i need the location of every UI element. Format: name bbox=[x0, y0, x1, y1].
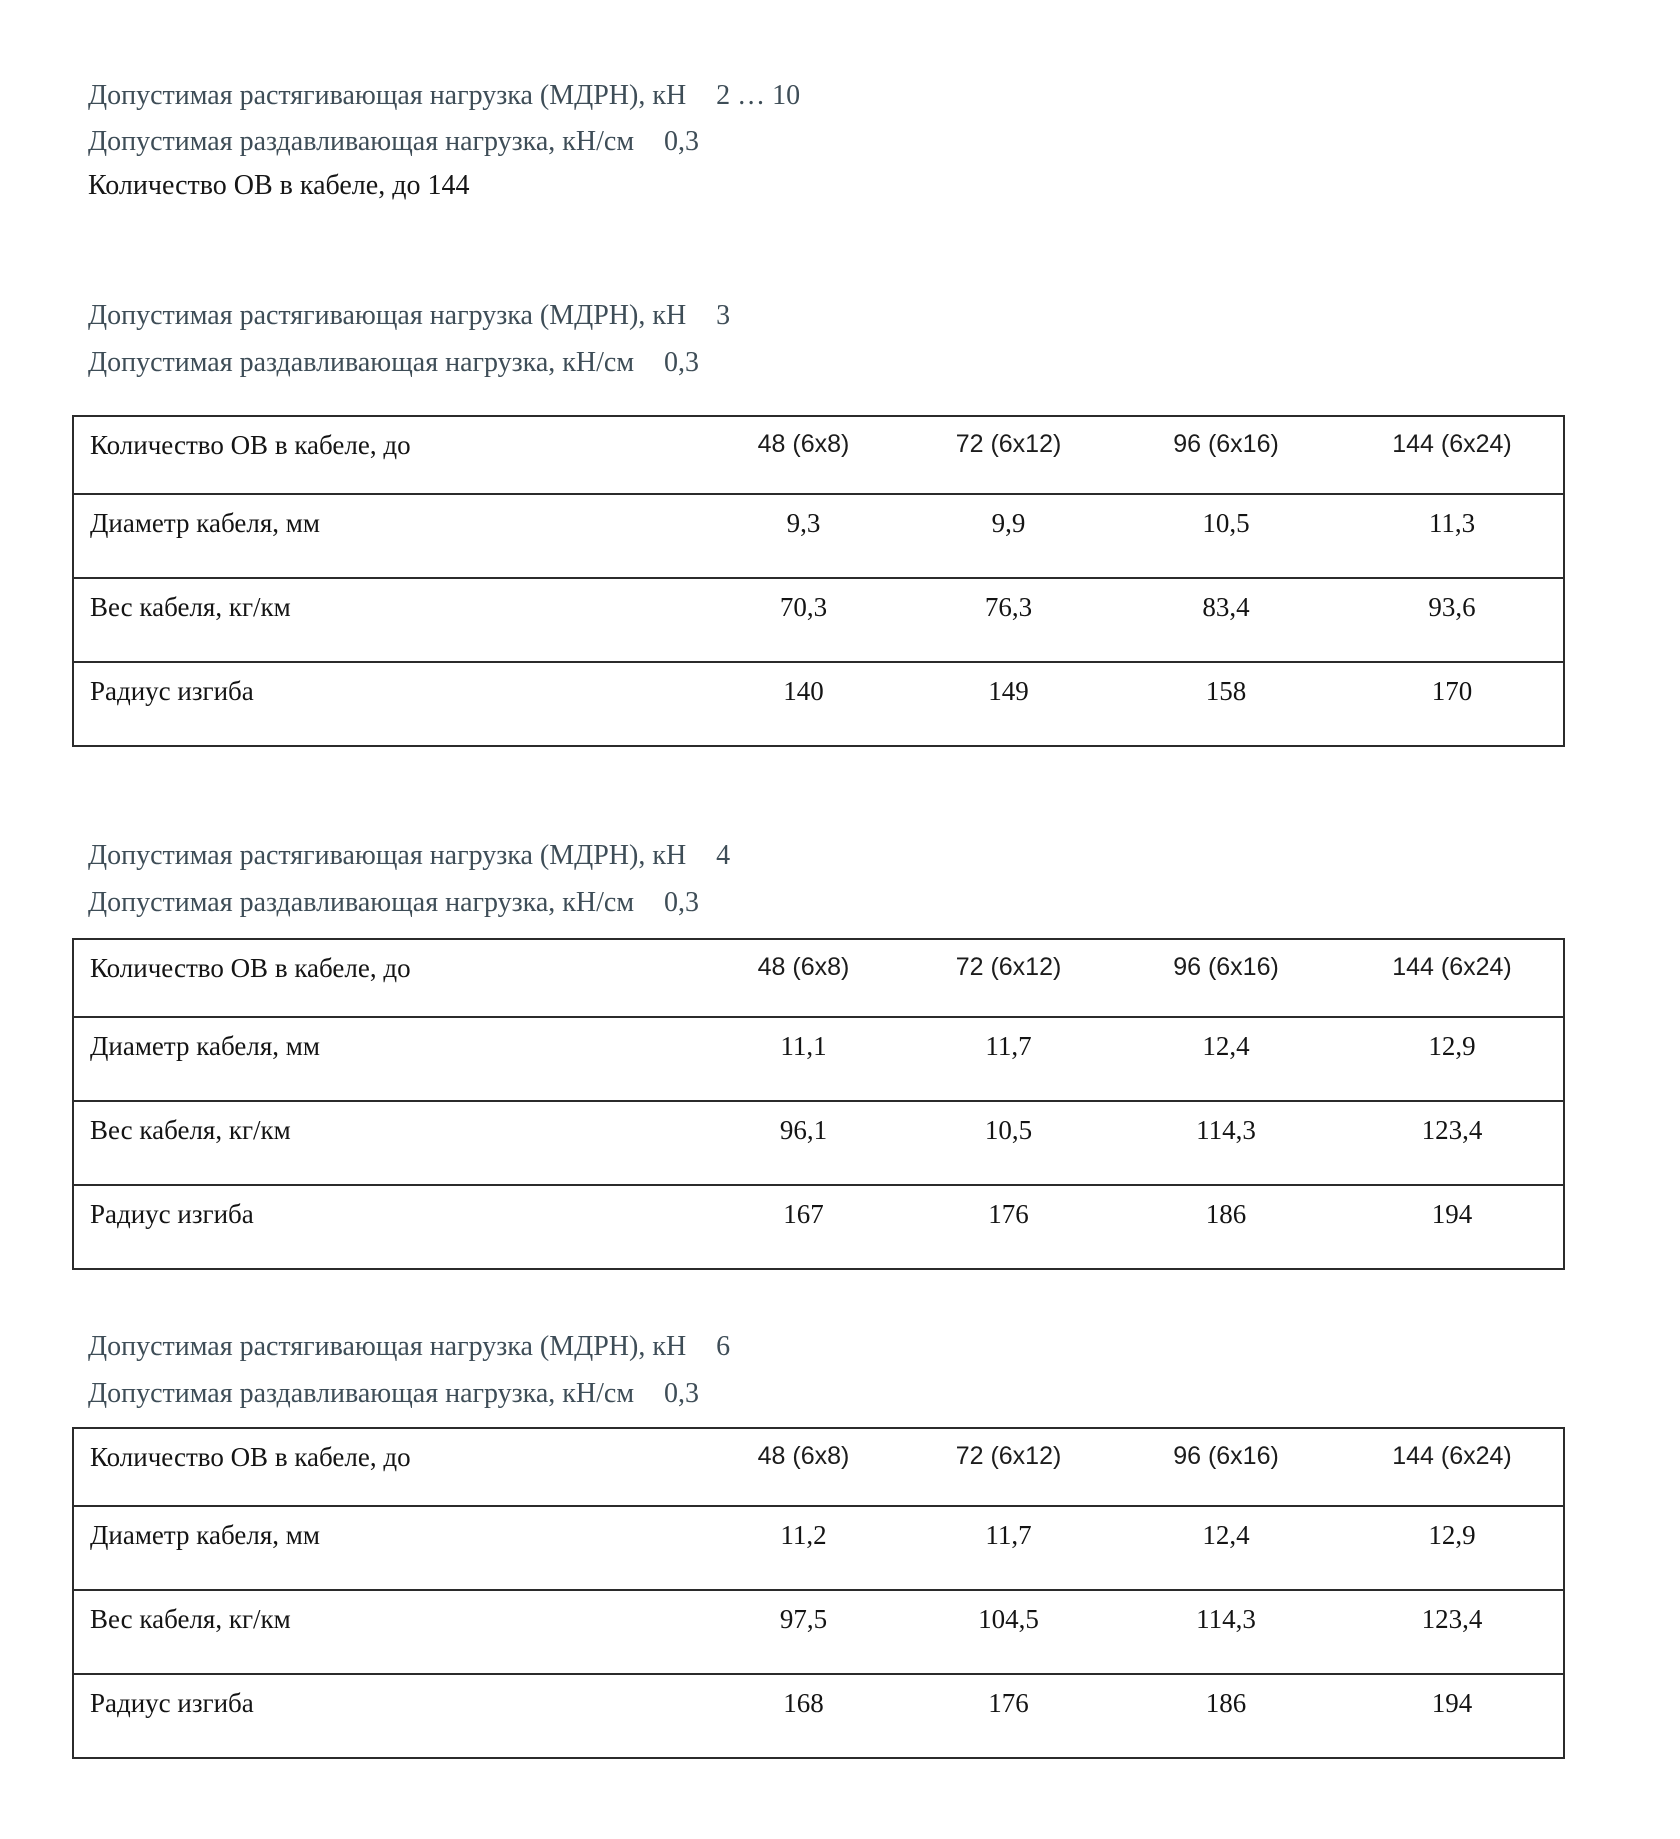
table-row bbox=[73, 1428, 1564, 1506]
table-cell: 96,1 bbox=[779, 1115, 828, 1145]
table-cell: 12,9 bbox=[1428, 1520, 1476, 1550]
table1-col-header: 72 (6x12) bbox=[955, 430, 1062, 458]
table-cell: 149 bbox=[988, 676, 1029, 706]
table-cell: 194 bbox=[1431, 1199, 1473, 1229]
table-row bbox=[73, 1017, 1564, 1101]
spec-table-1 bbox=[72, 415, 1565, 747]
table2-row-label: Радиус изгиба bbox=[90, 1199, 254, 1229]
intro-tensile-load-label: Допустимая растягивающая нагрузка (МДРН), кН bbox=[88, 80, 687, 111]
intro-crush-load-line bbox=[88, 126, 699, 158]
section1-crush-load-value: 0,3 bbox=[664, 347, 700, 378]
table3-col-header: 144 (6x24) bbox=[1392, 1442, 1512, 1470]
table-row bbox=[73, 1674, 1564, 1758]
table-cell: 186 bbox=[1205, 1199, 1247, 1229]
section2-tensile-load-value: 4 bbox=[716, 840, 731, 871]
intro-tensile-load-line bbox=[88, 80, 800, 112]
table1-col-header: 144 (6x24) bbox=[1392, 430, 1512, 458]
table-cell: 10,5 bbox=[984, 1115, 1033, 1145]
table-cell: 93,6 bbox=[1428, 592, 1476, 622]
table-cell: 123,4 bbox=[1421, 1115, 1483, 1145]
table1-row-label: Вес кабеля, кг/км bbox=[90, 592, 291, 622]
table-cell: 140 bbox=[783, 676, 824, 706]
table-cell: 176 bbox=[988, 1688, 1029, 1718]
table-cell: 186 bbox=[1205, 1688, 1247, 1718]
intro-crush-load-label: Допустимая раздавливающая нагрузка, кН/см bbox=[88, 126, 635, 157]
table-cell: 167 bbox=[783, 1199, 824, 1229]
table2-col-header: 48 (6x8) bbox=[757, 953, 850, 981]
table2-col-header: 96 (6x16) bbox=[1173, 953, 1279, 981]
table-row bbox=[73, 939, 1564, 1017]
section3-tensile-load-value: 6 bbox=[716, 1331, 731, 1362]
table-cell: 11,3 bbox=[1428, 508, 1476, 538]
intro-tensile-load-value: 2 … 10 bbox=[716, 80, 801, 111]
table2-col-header: 72 (6x12) bbox=[955, 953, 1062, 981]
section3-tensile-load-label: Допустимая растягивающая нагрузка (МДРН), кН bbox=[88, 1331, 687, 1362]
table-row bbox=[73, 578, 1564, 662]
table3-header-label: Количество ОВ в кабеле, до bbox=[90, 1442, 411, 1472]
table1-col-header: 48 (6x8) bbox=[757, 430, 850, 458]
table3-col-header: 96 (6x16) bbox=[1173, 1442, 1279, 1470]
table-cell: 97,5 bbox=[779, 1604, 828, 1634]
table2-row-label: Вес кабеля, кг/км bbox=[90, 1115, 291, 1145]
section2-tensile-load-label: Допустимая растягивающая нагрузка (МДРН), кН bbox=[88, 840, 687, 871]
intro-crush-load-value: 0,3 bbox=[664, 126, 700, 157]
section1-crush-load-label: Допустимая раздавливающая нагрузка, кН/см bbox=[88, 347, 635, 378]
table2-row-label: Диаметр кабеля, мм bbox=[90, 1031, 320, 1061]
section3-crush-load-label: Допустимая раздавливающая нагрузка, кН/см bbox=[88, 1378, 635, 1409]
table-cell: 12,4 bbox=[1202, 1520, 1250, 1550]
section1-tensile-load-label: Допустимая растягивающая нагрузка (МДРН), кН bbox=[88, 300, 687, 331]
section3-crush-load-value: 0,3 bbox=[664, 1378, 700, 1409]
table-row bbox=[73, 494, 1564, 578]
table3-row-label: Радиус изгиба bbox=[90, 1688, 254, 1718]
table2-col-header: 144 (6x24) bbox=[1392, 953, 1512, 981]
section3-crush-load-line bbox=[88, 1378, 699, 1410]
table1-row-label: Диаметр кабеля, мм bbox=[90, 508, 320, 538]
table-cell: 123,4 bbox=[1421, 1604, 1483, 1634]
table-cell: 114,3 bbox=[1196, 1604, 1256, 1634]
table-cell: 11,2 bbox=[780, 1520, 827, 1550]
spec-table-2 bbox=[72, 938, 1565, 1270]
intro-fiber-count-line: Количество ОВ в кабеле, до 144 bbox=[88, 170, 470, 201]
table-cell: 114,3 bbox=[1196, 1115, 1256, 1145]
section2-crush-load-label: Допустимая раздавливающая нагрузка, кН/см bbox=[88, 887, 635, 918]
table-row bbox=[73, 1185, 1564, 1269]
table-cell: 104,5 bbox=[978, 1604, 1039, 1634]
table-cell: 11,7 bbox=[985, 1520, 1032, 1550]
table-cell: 176 bbox=[988, 1199, 1029, 1229]
table-cell: 11,1 bbox=[780, 1031, 827, 1061]
section1-tensile-load-value: 3 bbox=[716, 300, 731, 331]
section3-tensile-load-line bbox=[88, 1331, 730, 1363]
section2-crush-load-value: 0,3 bbox=[664, 887, 700, 918]
table-cell: 170 bbox=[1431, 676, 1473, 706]
table1-col-header: 96 (6x16) bbox=[1173, 430, 1279, 458]
spec-table-3 bbox=[72, 1427, 1565, 1759]
table3-col-header: 48 (6x8) bbox=[757, 1442, 850, 1470]
table1-header-label: Количество ОВ в кабеле, до bbox=[90, 430, 411, 460]
table-cell: 83,4 bbox=[1202, 592, 1250, 622]
table-row bbox=[73, 1101, 1564, 1185]
table-row bbox=[73, 662, 1564, 746]
table1-row-label: Радиус изгиба bbox=[90, 676, 254, 706]
section2-crush-load-line bbox=[88, 887, 699, 919]
section1-crush-load-line bbox=[88, 347, 699, 379]
table-cell: 12,9 bbox=[1428, 1031, 1476, 1061]
section2-tensile-load-line bbox=[88, 840, 730, 872]
table-cell: 70,3 bbox=[779, 592, 828, 622]
table-cell: 9,9 bbox=[991, 508, 1026, 538]
table3-col-header: 72 (6x12) bbox=[955, 1442, 1062, 1470]
table3-row-label: Диаметр кабеля, мм bbox=[90, 1520, 320, 1550]
table-cell: 12,4 bbox=[1202, 1031, 1250, 1061]
table-cell: 158 bbox=[1205, 676, 1247, 706]
table-row bbox=[73, 416, 1564, 494]
table-row bbox=[73, 1590, 1564, 1674]
table2-header-label: Количество ОВ в кабеле, до bbox=[90, 953, 411, 983]
section1-tensile-load-line bbox=[88, 300, 730, 332]
table-cell: 11,7 bbox=[985, 1031, 1032, 1061]
table-row bbox=[73, 1506, 1564, 1590]
table-cell: 168 bbox=[783, 1688, 824, 1718]
table-cell: 10,5 bbox=[1202, 508, 1250, 538]
table3-row-label: Вес кабеля, кг/км bbox=[90, 1604, 291, 1634]
table-cell: 9,3 bbox=[786, 508, 821, 538]
table-cell: 194 bbox=[1431, 1688, 1473, 1718]
table-cell: 76,3 bbox=[984, 592, 1033, 622]
